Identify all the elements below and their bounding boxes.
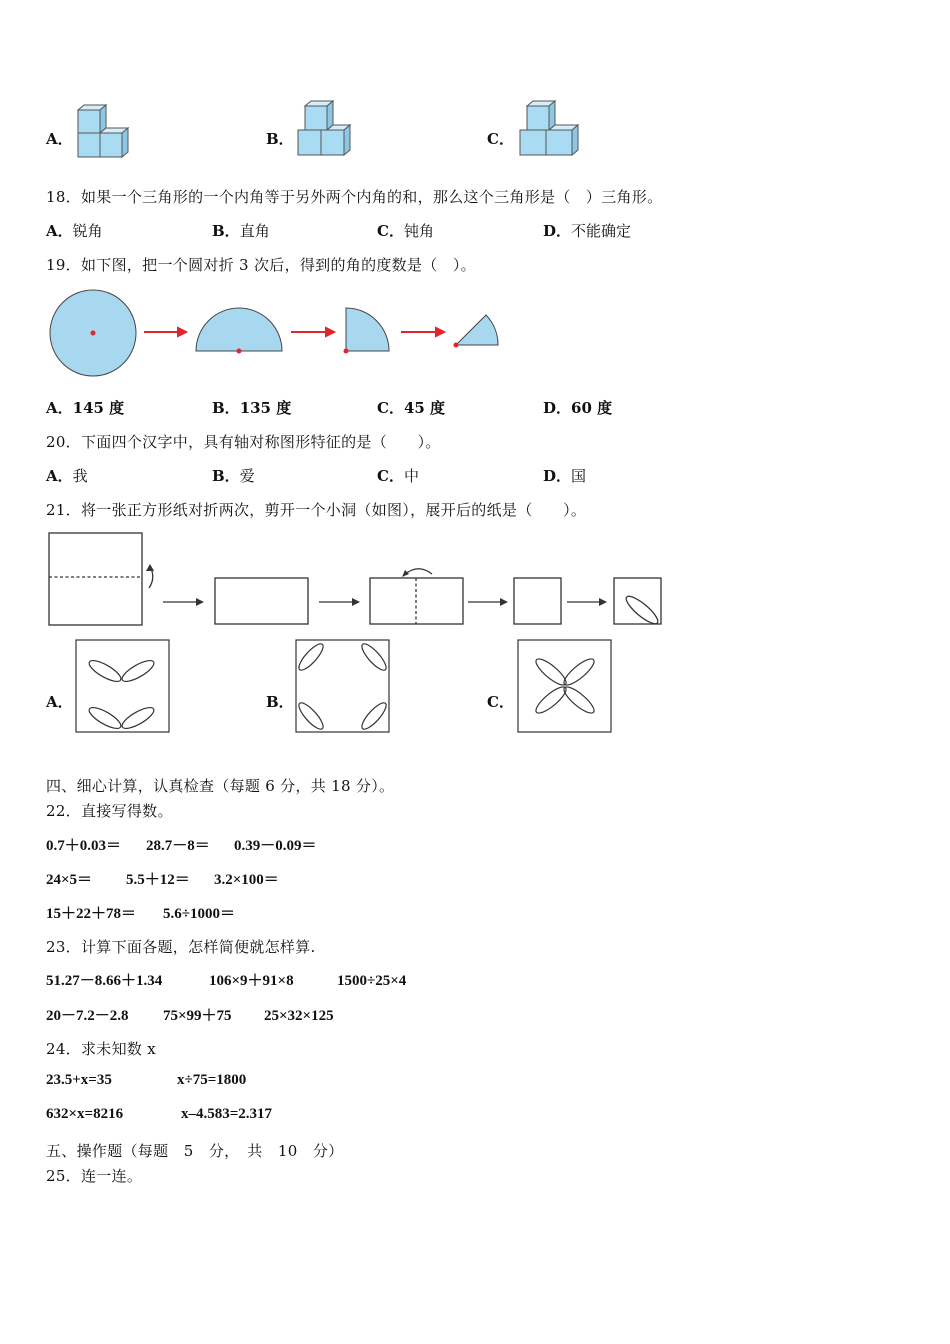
q25-text: 25．连一连。	[46, 1167, 143, 1185]
center-dot	[91, 331, 96, 336]
quarter-paper	[514, 578, 561, 624]
option-letter: B．	[212, 467, 240, 485]
option-text: 不能确定	[571, 222, 632, 240]
eighth-circle	[456, 315, 498, 345]
option-letter: C．	[377, 467, 404, 485]
half-folded-paper	[215, 578, 308, 624]
paper-folding-figure	[46, 530, 666, 630]
calc-item: 3.2×100＝	[214, 872, 279, 888]
q20-option-d[interactable]	[543, 465, 586, 486]
equation-item: x÷75=1800	[177, 1072, 247, 1088]
q18-text: 18．如果一个三角形的一个内角等于另外两个内角的和，那么这个三角形是（ ）三角形。	[46, 188, 663, 206]
q20-option-a[interactable]	[46, 465, 88, 486]
section-4-title: 四、细心计算，认真检查（每题 6 分，共 18 分）。	[46, 777, 395, 795]
q22-row-3	[46, 902, 235, 923]
cubes-option-b-figure	[292, 100, 354, 160]
calc-item: 5.6÷1000＝	[163, 906, 235, 922]
option-letter: B．	[212, 222, 240, 240]
calc-item: 0.39－0.09＝	[234, 838, 317, 854]
q21-option-c-letter: C．	[487, 693, 514, 711]
calc-item: 25×32×125	[264, 1008, 334, 1024]
q18-option-d[interactable]	[543, 220, 631, 241]
option-letter: C．	[377, 222, 404, 240]
q21-option-b-letter: B．	[266, 693, 294, 711]
q23-text: 23．计算下面各题，怎样简便就怎样算.	[46, 938, 316, 956]
q20-option-b[interactable]	[212, 465, 255, 486]
equation-item: 632×x=8216	[46, 1106, 124, 1122]
option-letter: C．	[377, 399, 404, 417]
q18-option-c[interactable]	[377, 220, 434, 241]
q22-text: 22．直接写得数。	[46, 802, 173, 820]
option-text: 60 度	[571, 399, 613, 417]
circle-folding-figure	[46, 288, 506, 380]
center-dot	[344, 349, 349, 354]
q22-row-2	[46, 868, 279, 889]
q23-row-1	[46, 969, 406, 990]
option-text: 直角	[239, 222, 270, 240]
cubes-option-c-figure	[514, 100, 584, 160]
q18-option-a[interactable]	[46, 220, 103, 241]
q20-option-c[interactable]	[377, 465, 419, 486]
q24-row-2	[46, 1106, 272, 1123]
option-text: 锐角	[72, 222, 103, 240]
calc-item: 51.27－8.66＋1.34	[46, 973, 163, 989]
calc-item: 15＋22＋78＝	[46, 906, 137, 922]
equation-item: x–4.583=2.317	[181, 1106, 273, 1122]
option-text: 国	[571, 467, 587, 485]
q22-row-1	[46, 834, 317, 855]
center-dot	[237, 349, 242, 354]
cut-paper	[614, 578, 661, 624]
q21-text: 21．将一张正方形纸对折两次，剪开一个小洞（如图），展开后的纸是（ ）。	[46, 501, 587, 519]
option-letter: A．	[46, 222, 73, 240]
option-letter: B．	[212, 399, 240, 417]
q23-row-2	[46, 1004, 334, 1025]
option-text: 爱	[239, 467, 255, 485]
option-text: 45 度	[403, 399, 446, 417]
q20-text: 20．下面四个汉字中，具有轴对称图形特征的是（ ）。	[46, 433, 441, 451]
option-letter: D．	[543, 222, 572, 240]
q19-option-a[interactable]	[46, 397, 124, 418]
q21-option-a-letter: A．	[46, 693, 73, 711]
q17-option-b-letter: B．	[266, 130, 294, 148]
calc-item: 1500÷25×4	[337, 973, 407, 989]
cut-hole	[623, 593, 661, 628]
q19-option-b[interactable]	[212, 397, 291, 418]
equation-item: 23.5+x=35	[46, 1072, 112, 1088]
option-text: 145 度	[72, 399, 125, 417]
option-letter: A．	[46, 399, 73, 417]
option-text: 135 度	[239, 399, 292, 417]
q19-option-c[interactable]	[377, 397, 445, 418]
option-letter: D．	[543, 399, 572, 417]
unfolded-option-a-figure[interactable]	[74, 638, 172, 734]
calc-item: 5.5＋12＝	[126, 872, 190, 888]
option-letter: D．	[543, 467, 572, 485]
unfolded-option-b-figure[interactable]	[294, 638, 392, 734]
square-paper	[49, 533, 142, 625]
q17-option-c-letter: C．	[487, 130, 514, 148]
option-text: 中	[403, 467, 419, 485]
option-text: 钝角	[403, 222, 434, 240]
option-text: 我	[72, 467, 88, 485]
half-circle	[196, 308, 282, 351]
option-letter: A．	[46, 467, 73, 485]
quarter-circle	[346, 308, 389, 351]
section-5-title: 五、操作题（每题 5 分， 共 10 分）	[46, 1142, 344, 1160]
q24-row-1	[46, 1072, 246, 1089]
q19-text: 19．如下图，把一个圆对折 3 次后，得到的角的度数是（ ）。	[46, 256, 476, 274]
calc-item: 0.7＋0.03＝	[46, 838, 122, 854]
q24-text: 24．求未知数 x	[46, 1040, 157, 1058]
calc-item: 28.7－8＝	[146, 838, 210, 854]
q17-option-a-letter: A．	[46, 130, 73, 148]
cubes-option-a-figure	[72, 102, 134, 160]
calc-item: 24×5＝	[46, 872, 93, 888]
calc-item: 106×9＋91×8	[209, 973, 294, 989]
q19-option-d[interactable]	[543, 397, 612, 418]
q18-option-b[interactable]	[212, 220, 270, 241]
calc-item: 75×99＋75	[163, 1008, 232, 1024]
unfolded-option-c-figure[interactable]	[516, 638, 614, 734]
calc-item: 20－7.2－2.8	[46, 1008, 129, 1024]
center-dot	[454, 343, 459, 348]
